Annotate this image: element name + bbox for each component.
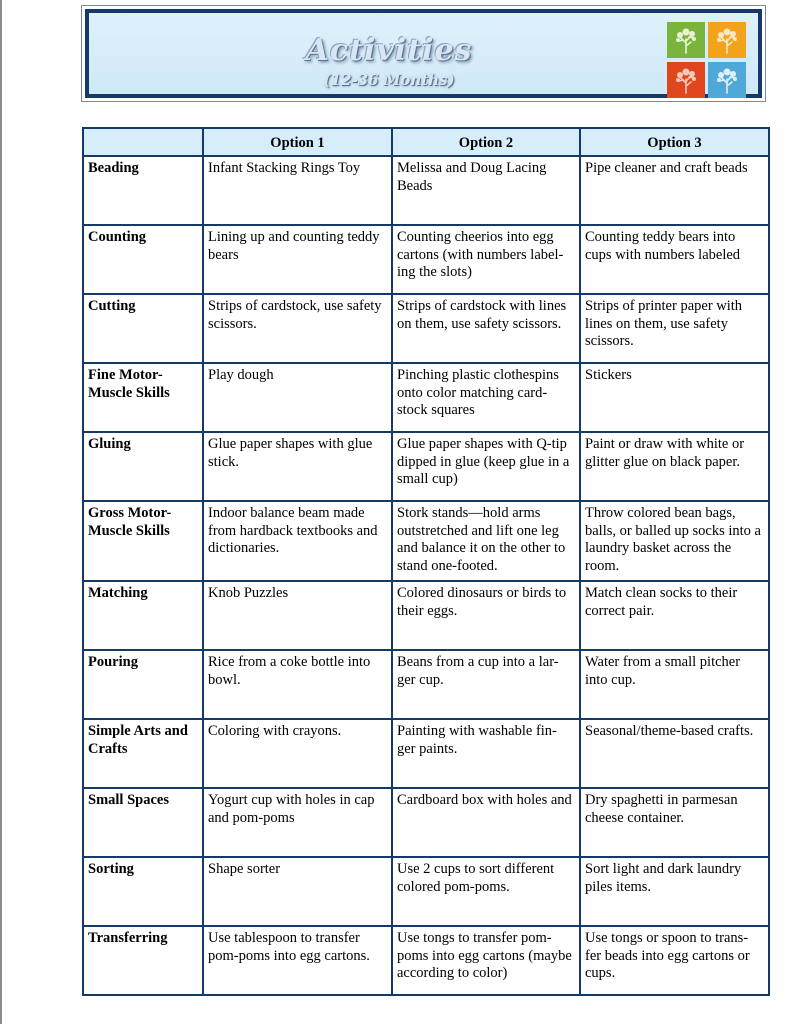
option-2-cell: Counting cheerios into egg cartons (with numbers label-ing the slots) [392, 225, 580, 294]
option-2-cell: Beans from a cup into a lar-ger cup. [392, 650, 580, 719]
table-row [83, 650, 769, 719]
table-row [83, 581, 769, 650]
option-2-cell: Painting with washable fin-ger paints. [392, 719, 580, 788]
option-1-cell: Play dough [203, 363, 392, 432]
table-header-row [83, 128, 769, 156]
option-3-cell: Seasonal/theme-based crafts. [580, 719, 769, 788]
header-cell-option-1: Option 1 [203, 128, 392, 156]
option-3-cell: Use tongs or spoon to trans-fer beads into egg cartons or cups. [580, 926, 769, 995]
activity-label: Beading [83, 156, 203, 225]
option-3-cell: Strips of printer paper with lines on them, use safety scissors. [580, 294, 769, 363]
option-3-cell: Sort light and dark laundry piles items. [580, 857, 769, 926]
option-1-cell: Lining up and counting teddy bears [203, 225, 392, 294]
header-cell-activity [83, 128, 203, 156]
red-tree-icon [667, 62, 705, 98]
activity-label: Fine Motor-Muscle Skills [83, 363, 203, 432]
option-1-cell: Knob Puzzles [203, 581, 392, 650]
option-2-cell: Strips of cardstock with lines on them, use safety scissors. [392, 294, 580, 363]
option-2-cell: Cardboard box with holes and [392, 788, 580, 857]
activity-label: Cutting [83, 294, 203, 363]
option-1-cell: Strips of cardstock, use safety scissors. [203, 294, 392, 363]
activity-label: Counting [83, 225, 203, 294]
table-row [83, 225, 769, 294]
option-2-cell: Use 2 cups to sort different colored pom-poms. [392, 857, 580, 926]
option-3-cell: Water from a small pitcher into cup. [580, 650, 769, 719]
option-1-cell: Use tablespoon to transfer pom-poms into egg cartons. [203, 926, 392, 995]
activity-label: Sorting [83, 857, 203, 926]
green-tree-icon [667, 22, 705, 58]
option-1-cell: Yogurt cup with holes in cap and pom-poms [203, 788, 392, 857]
table-row [83, 857, 769, 926]
option-3-cell: Throw colored bean bags, balls, or balled up socks into a laundry basket across the room. [580, 501, 769, 581]
table-row [83, 363, 769, 432]
table-row [83, 294, 769, 363]
header-cell-option-3: Option 3 [580, 128, 769, 156]
page-edge-rule [0, 0, 2, 1024]
header-banner-inner [85, 9, 762, 98]
option-2-cell: Pinching plastic clothespins onto color matching card-stock squares [392, 363, 580, 432]
activity-label: Simple Arts and Crafts [83, 719, 203, 788]
page-title: Activities [305, 33, 473, 68]
table-row [83, 156, 769, 225]
option-2-cell: Stork stands—hold arms outstretched and lift one leg and balance it on the other to stand one-footed. [392, 501, 580, 581]
header-banner [81, 5, 766, 102]
activities-table [82, 127, 770, 996]
option-3-cell: Pipe cleaner and craft beads [580, 156, 769, 225]
option-3-cell: Paint or draw with white or glitter glue on black paper. [580, 432, 769, 501]
option-2-cell: Use tongs to transfer pom-poms into egg cartons (maybe according to color) [392, 926, 580, 995]
activity-label: Matching [83, 581, 203, 650]
header-cell-option-2: Option 2 [392, 128, 580, 156]
activity-label: Transferring [83, 926, 203, 995]
option-3-cell: Counting teddy bears into cups with numbers labeled [580, 225, 769, 294]
option-1-cell: Coloring with crayons. [203, 719, 392, 788]
page-subtitle: (12-36 Months) [323, 71, 455, 89]
table-row [83, 788, 769, 857]
activity-label: Gluing [83, 432, 203, 501]
option-3-cell: Match clean socks to their correct pair. [580, 581, 769, 650]
option-2-cell: Colored dinosaurs or birds to their eggs. [392, 581, 580, 650]
tree-tiles-logo [667, 22, 747, 99]
option-2-cell: Melissa and Doug Lacing Beads [392, 156, 580, 225]
option-1-cell: Indoor balance beam made from hardback textbooks and dictionaries. [203, 501, 392, 581]
option-2-cell: Glue paper shapes with Q-tip dipped in glue (keep glue in a small cup) [392, 432, 580, 501]
option-1-cell: Infant Stacking Rings Toy [203, 156, 392, 225]
table-row [83, 432, 769, 501]
table-row [83, 719, 769, 788]
table-row [83, 501, 769, 581]
option-1-cell: Shape sorter [203, 857, 392, 926]
option-3-cell: Dry spaghetti in parmesan cheese container. [580, 788, 769, 857]
option-1-cell: Glue paper shapes with glue stick. [203, 432, 392, 501]
option-3-cell: Stickers [580, 363, 769, 432]
blue-tree-icon [708, 62, 746, 98]
activity-label: Small Spaces [83, 788, 203, 857]
table-row [83, 926, 769, 995]
option-1-cell: Rice from a coke bottle into bowl. [203, 650, 392, 719]
orange-tree-icon [708, 22, 746, 58]
activity-label: Pouring [83, 650, 203, 719]
activity-label: Gross Motor-Muscle Skills [83, 501, 203, 581]
